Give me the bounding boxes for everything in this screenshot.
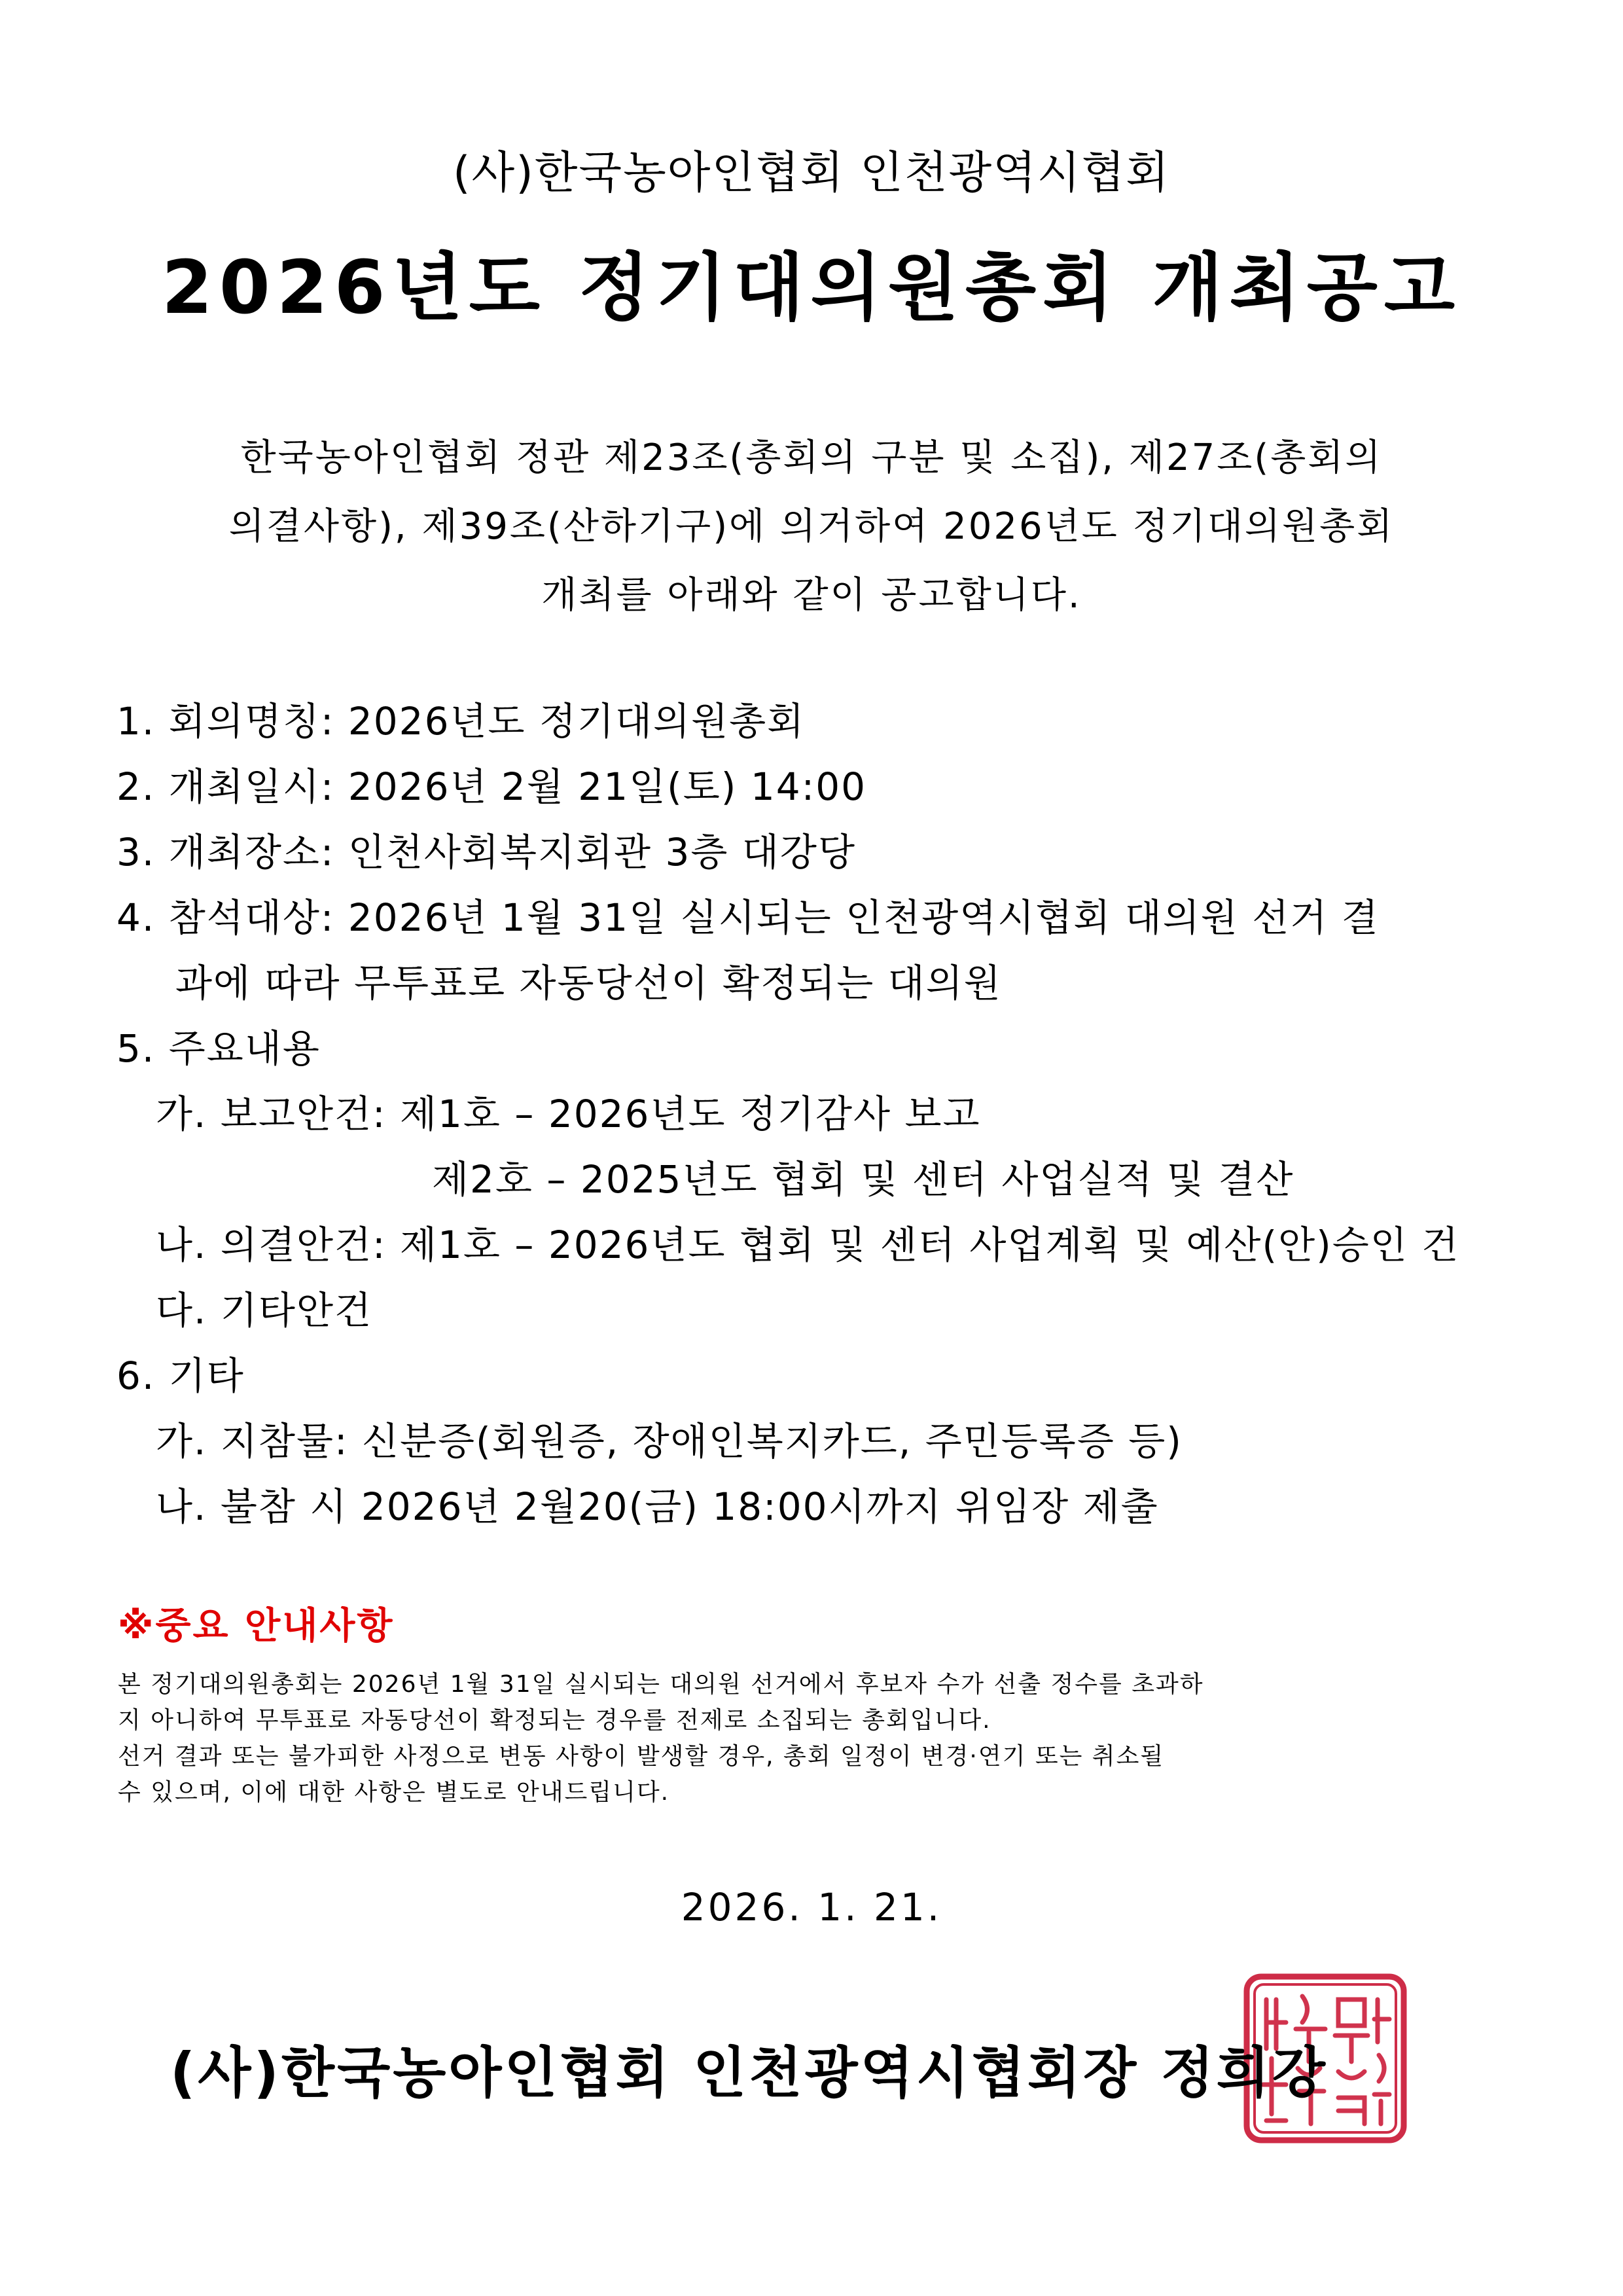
intro-line-2: 의결사항), 제39조(산하기구)에 의거하여 2026년도 정기대의원총회 — [228, 505, 1395, 548]
notice-date: 2026. 1. 21. — [681, 1885, 942, 1929]
item-agenda-heading: 5. 주요내용 — [116, 1026, 321, 1071]
item-resolution-agenda: 나. 의결안건: 제1호 – 2026년도 협회 및 센터 사업계획 및 예산(안)승인 건 — [156, 1223, 1460, 1267]
notice-line-1: 본 정기대의원총회는 2026년 1월 31일 실시되는 대의원 선거에서 후보자 수가 선출 정수를 초과하 — [118, 1671, 1204, 1698]
organization-name: (사)한국농아인협회 인천광역시협회 — [453, 147, 1170, 199]
item-other-agenda: 다. 기타안건 — [156, 1288, 373, 1333]
item-venue: 3. 개최장소: 인천사회복지회관 3층 대강당 — [116, 830, 856, 874]
signature-line: (사)한국농아인협회 인천광역시협회장 정희강 — [170, 2041, 1329, 2105]
item-datetime: 2. 개최일시: 2026년 2월 21일(토) 14:00 — [116, 764, 866, 809]
item-bring: 가. 지참물: 신분증(회원증, 장애인복지카드, 주민등록증 등) — [156, 1419, 1183, 1463]
notice-line-4: 수 있으며, 이에 대한 사항은 별도로 안내드립니다. — [118, 1779, 670, 1806]
item-report-agenda-2: 제2호 – 2025년도 협회 및 센터 사업실적 및 결산 — [432, 1157, 1294, 1202]
item-report-agenda-1: 가. 보고안건: 제1호 – 2026년도 정기감사 보고 — [156, 1092, 981, 1136]
notice-line-2: 지 아니하여 무투표로 자동당선이 확정되는 경우를 전제로 소집되는 총회입니다. — [118, 1707, 991, 1734]
intro-line-3: 개최를 아래와 같이 공고합니다. — [541, 574, 1082, 617]
item-attendees-line-2: 과에 따라 무투표로 자동당선이 확정되는 대의원 — [175, 961, 1002, 1005]
item-misc-heading: 6. 기타 — [116, 1354, 245, 1398]
intro-line-1: 한국농아인협회 정관 제23조(총회의 구분 및 소집), 제27조(총회의 — [240, 437, 1383, 479]
item-meeting-name: 1. 회의명칭: 2026년도 정기대의원총회 — [116, 699, 806, 744]
item-absence: 나. 불참 시 2026년 2월20(금) 18:00시까지 위임장 제출 — [156, 1484, 1159, 1529]
item-attendees-line-1: 4. 참석대상: 2026년 1월 31일 실시되는 인천광역시협회 대의원 선거 결 — [116, 895, 1380, 940]
notice-title: ※중요 안내사항 — [118, 1605, 395, 1647]
document-title: 2026년도 정기대의원총회 개최공고 — [161, 245, 1462, 331]
notice-line-3: 선거 결과 또는 불가피한 사정으로 변동 사항이 발생할 경우, 총회 일정이 변경·연기 또는 취소될 — [118, 1743, 1165, 1770]
